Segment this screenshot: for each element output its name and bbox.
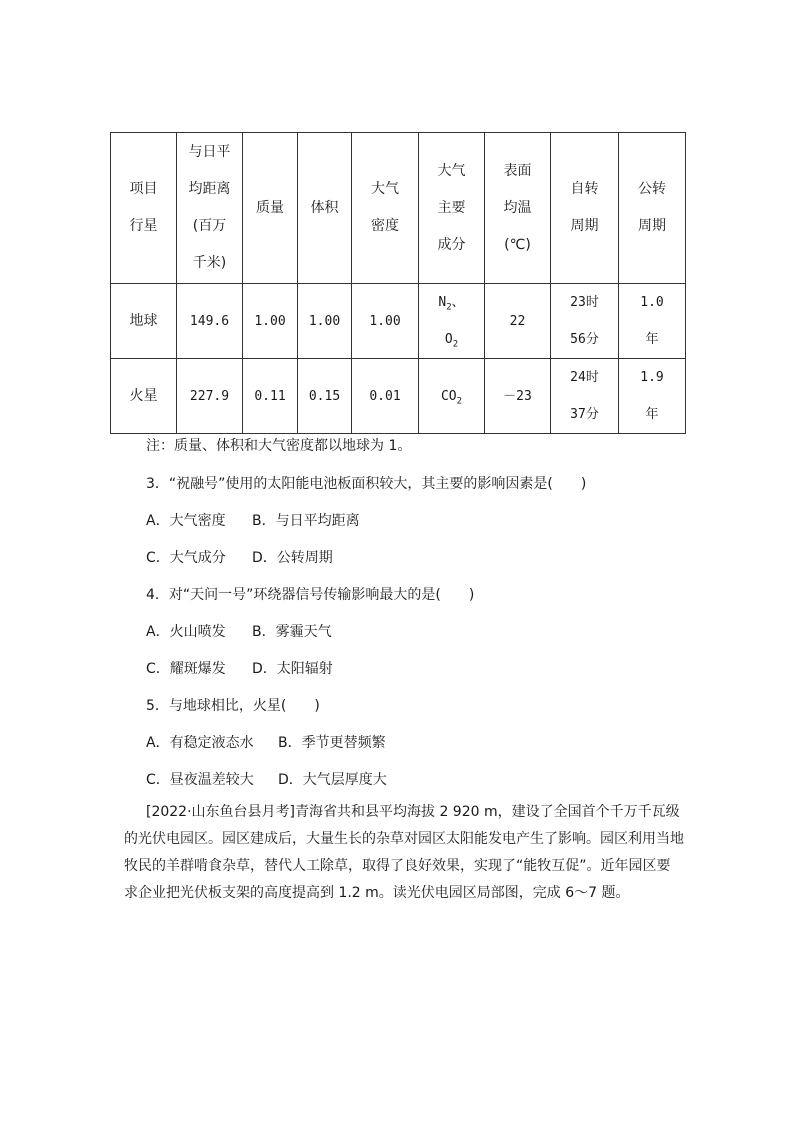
header-mass: 质量: [243, 133, 298, 284]
cell-density: 0.01: [352, 359, 419, 434]
option-b[interactable]: B．季节更替频繁: [278, 735, 386, 751]
header-temperature: 表面 均温 (℃): [485, 133, 551, 284]
question-5-stem: 5．与地球相比，火星( ): [146, 698, 320, 714]
cell-revolution: 1.9 年: [619, 359, 686, 434]
cell-revolution: 1.0 年: [619, 284, 686, 359]
cell-distance: 149.6: [177, 284, 243, 359]
cell-temperature: －23: [485, 359, 551, 434]
header-revolution: 公转 周期: [619, 133, 686, 284]
question-4-stem: 4．对“天问一号”环绕器信号传输影响最大的是( ): [146, 587, 475, 603]
header-distance: 与日平 均距离 (百万 千米): [177, 133, 243, 284]
cell-mass: 0.11: [243, 359, 298, 434]
question-5-options-row-1: [146, 733, 386, 753]
cell-composition: $N_2$、 $O_2$: [419, 284, 485, 359]
header-volume: 体积: [298, 133, 352, 284]
cell-planet: 火星: [111, 359, 177, 434]
table-row-earth: [111, 284, 686, 359]
cell-composition: $CO_2$: [419, 359, 485, 434]
option-a[interactable]: A．大气密度: [146, 513, 226, 529]
option-c[interactable]: C．大气成分: [146, 550, 226, 566]
option-a[interactable]: A．火山喷发: [146, 624, 226, 640]
header-rotation: 自转 周期: [551, 133, 619, 284]
table-note: 注：质量、体积和大气密度都以地球为 1。: [146, 438, 412, 454]
option-d[interactable]: D．公转周期: [252, 550, 333, 566]
header-density: 大气 密度: [352, 133, 419, 284]
option-b[interactable]: B．与日平均距离: [252, 513, 360, 529]
question-4-options-row-2: [146, 659, 333, 679]
option-b[interactable]: B．雾霾天气: [252, 624, 332, 640]
question-3-options-row-2: [146, 548, 333, 568]
option-d[interactable]: D．太阳辐射: [252, 661, 333, 677]
reading-passage: [124, 799, 684, 907]
option-c[interactable]: C．耀斑爆发: [146, 661, 226, 677]
question-4-options-row-1: [146, 622, 332, 642]
passage-line: [2022·山东鱼台县月考]青海省共和县平均海拔 2 920 m，建设了全国首个千万千瓦级: [146, 804, 680, 820]
passage-line: 的光伏电园区。园区建成后，大量生长的杂草对园区太阳能发电产生了影响。园区利用当地: [124, 831, 684, 847]
header-item-planet: 项目 行星: [111, 133, 177, 284]
question-3-options-row-1: [146, 511, 360, 531]
header-composition: 大气 主要 成分: [419, 133, 485, 284]
cell-mass: 1.00: [243, 284, 298, 359]
cell-temperature: 22: [485, 284, 551, 359]
option-c[interactable]: C．昼夜温差较大: [146, 772, 254, 788]
cell-density: 1.00: [352, 284, 419, 359]
passage-line: 求企业把光伏板支架的高度提高到 1.2 m。读光伏电园区局部图，完成 6～7 题。: [124, 885, 630, 901]
option-a[interactable]: A．有稳定液态水: [146, 735, 254, 751]
cell-volume: 0.15: [298, 359, 352, 434]
cell-planet: 地球: [111, 284, 177, 359]
cell-distance: 227.9: [177, 359, 243, 434]
table-header-row: [111, 133, 686, 284]
cell-volume: 1.00: [298, 284, 352, 359]
cell-rotation: 24时 37分: [551, 359, 619, 434]
cell-rotation: 23时 56分: [551, 284, 619, 359]
passage-line: 牧民的羊群啃食杂草，替代人工除草，取得了良好效果，实现了“能牧互促”。近年园区要: [124, 858, 671, 874]
table-row-mars: [111, 359, 686, 434]
planet-comparison-table: [110, 132, 686, 434]
question-3-stem: 3．“祝融号”使用的太阳能电池板面积较大，其主要的影响因素是( ): [146, 476, 587, 492]
option-d[interactable]: D．大气层厚度大: [278, 772, 387, 788]
question-5-options-row-2: [146, 770, 387, 790]
